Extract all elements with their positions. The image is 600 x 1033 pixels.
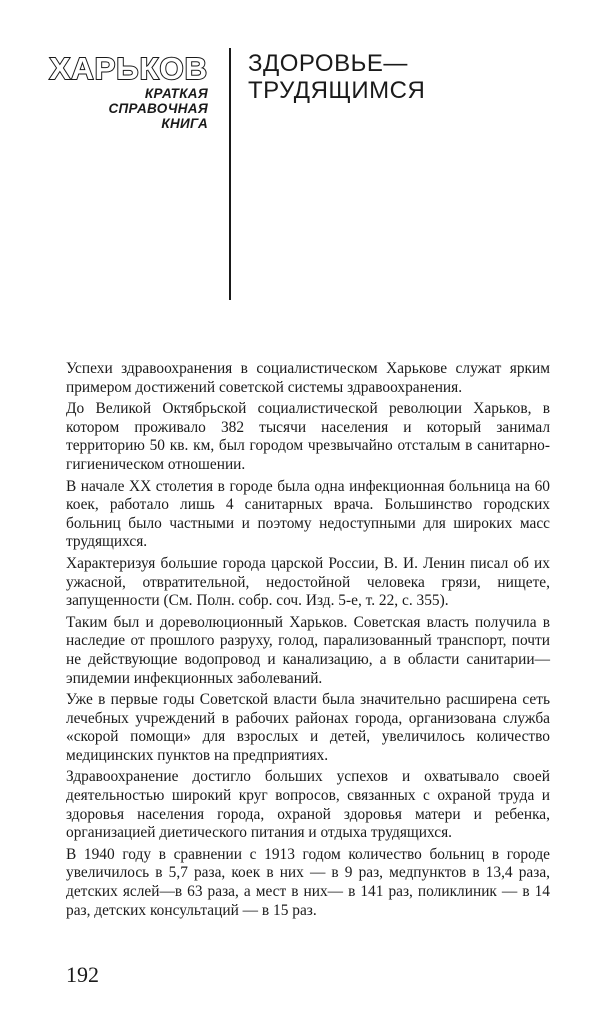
paragraph: В 1940 году в сравнении с 1913 годом количество больниц в городе увеличилось в 5,7 раза, коек в них — в 9 раз, медпунктов в 13,4 раза, детских яслей—в 63 раза, а мест в них— в 141 раз, поликлиник — в 14 раз, детских консультаций — в 15 раз.	[66, 845, 550, 919]
book-brand	[40, 52, 208, 131]
book-subtitle-line-2: СПРАВОЧНАЯ	[108, 101, 208, 116]
paragraph: Уже в первые годы Советской власти была значительно расширена сеть лечебных учреждений в рабочих районах города, организована служба «скорой помощи» для взрослых и детей, увеличилось количество медицинских пунктов на предприятиях.	[66, 691, 550, 764]
section-title	[248, 50, 425, 104]
book-logo: ХАРЬКОВ	[49, 51, 208, 86]
section-title-line-2: ТРУДЯЩИМСЯ	[248, 77, 426, 104]
article-body	[66, 360, 550, 923]
paragraph: Таким был и дореволюционный Харьков. Советская власть получила в наследие от прошлого разруху, голод, парализованный транспорт, почти не действующие водопровод и канализацию, а в области санитарии—эпидемии инфекционных заболеваний.	[66, 613, 550, 687]
paragraph: До Великой Октябрьской социалистической революции Харьков, в котором проживало 382 тысячи населения и который занимал территорию 50 кв. км, был городом чрезвычайно отсталым в санитарно-гигиеническом отношении.	[66, 400, 550, 473]
paragraph: В начале XX столетия в городе была одна инфекционная больница на 60 коек, работало лишь 4 санитарных врача. Большинство городских больниц было частными и поэтому недоступными для широких масс трудящихся.	[66, 477, 550, 551]
header-divider	[229, 48, 231, 300]
paragraph: Здравоохранение достигло больших успехов и охватывало своей деятельностью широкий круг вопросов, связанных с охраной труда и здоровья населения города, охраной здоровья матери и ребенка, организацией диетического питания и отдыха трудящихся.	[66, 768, 550, 842]
paragraph: Характеризуя большие города царской России, В. И. Ленин писал об их ужасной, отвратительной, недостойной человека грязи, нищете, запущенности (См. Полн. собр. соч. Изд. 5-е, т. 22, с. 355).	[66, 554, 550, 610]
paragraph: Успехи здравоохранения в социалистическом Харькове служат ярким примером достижений советской системы здравоохранения.	[66, 360, 550, 396]
page-number: 192	[66, 962, 99, 987]
book-subtitle-line-1: КРАТКАЯ	[144, 86, 208, 101]
book-subtitle-line-3: КНИГА	[161, 116, 208, 131]
section-title-line-1: ЗДОРОВЬЕ—	[248, 50, 408, 77]
